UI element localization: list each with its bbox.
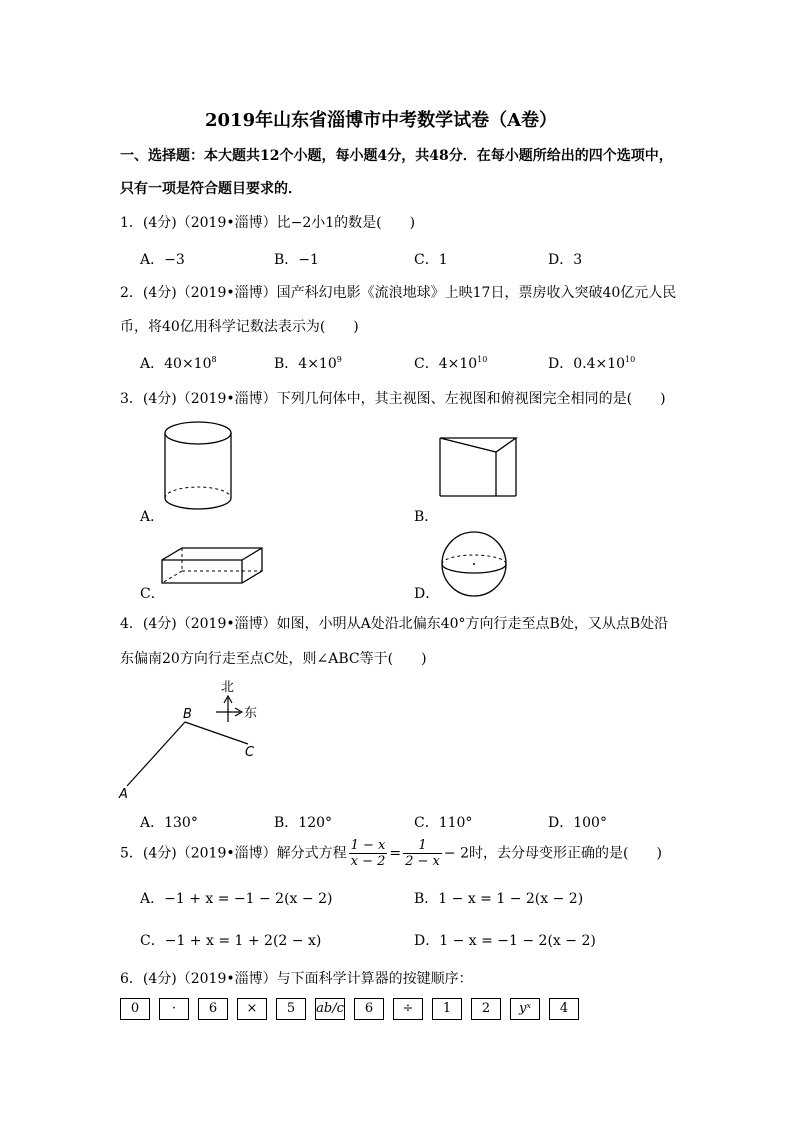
- cylinder-figure: [160, 420, 240, 515]
- section-heading-line1: 一、选择题：本大题共12个小题，每小题4分，共48分．在每小题所给出的四个选项中，: [120, 148, 673, 164]
- q1-option-b: B．−1: [274, 252, 319, 268]
- triangular-prism-figure: [436, 432, 526, 502]
- q4-option-b: B．120°: [274, 815, 333, 831]
- calculator-key: ÷: [393, 998, 423, 1020]
- cuboid-figure: [160, 545, 270, 590]
- q3-option-b-label: B．: [414, 509, 439, 525]
- q2-option-d: D．$0.4\times 10^{10}$: [548, 355, 636, 372]
- q5-fraction-2: $\frac{1}{2 - x}$: [405, 838, 440, 869]
- q1-stem: 1．(4分)（2019•淄博）比−2小1的数是( ): [120, 215, 416, 231]
- q4-option-a: A．130°: [140, 815, 198, 831]
- calculator-key: 1: [432, 998, 462, 1020]
- calculator-key: yˣ: [510, 998, 540, 1020]
- q2-stem-line1: 2．(4分)（2019•淄博）国产科幻电影《流浪地球》上映17日，票房收入突破40亿元人民: [120, 285, 677, 301]
- calculator-key: 4: [549, 998, 579, 1020]
- q3-option-d-label: D．: [414, 586, 440, 602]
- q2-option-b: B．$4\times 10^9$: [274, 355, 342, 372]
- calculator-key: 2: [471, 998, 501, 1020]
- q5-option-c: C．−1 + x = 1 + 2(2 − x): [140, 933, 322, 949]
- calculator-key: ·: [159, 998, 189, 1020]
- q2-option-a: A．$40\times 10^8$: [140, 355, 217, 372]
- q5-stem: 5．(4分)（2019•淄博）解分式方程 $\frac{1 - x}{x - 2}$ = $\frac{1}{2 - x}$ − 2时，去分母变形正确的是( ): [120, 838, 662, 869]
- q2-stem-line2: 币，将40亿用科学记数法表示为( ): [120, 319, 359, 335]
- q5-option-a: A．−1 + x = −1 − 2(x − 2): [140, 891, 333, 907]
- q5-option-d: D．1 − x = −1 − 2(x − 2): [414, 933, 596, 949]
- calculator-key: 0: [120, 998, 150, 1020]
- sphere-figure: [440, 530, 510, 600]
- calculator-key: 6: [198, 998, 228, 1020]
- q4-stem-line1: 4．(4分)（2019•淄博）如图，小明从A处沿北偏东40°方向行走至点B处，又从点B处沿: [120, 616, 669, 632]
- point-b-label: B: [183, 707, 192, 722]
- calculator-key: ab/c: [315, 998, 345, 1020]
- q1-option-d: D．3: [548, 252, 583, 268]
- q3-option-c-label: C．: [140, 586, 165, 602]
- section-heading-line2: 只有一项是符合题目要求的．: [120, 181, 302, 197]
- q5-option-b: B．1 − x = 1 − 2(x − 2): [414, 891, 584, 907]
- direction-figure: [115, 676, 275, 806]
- q4-stem-line2: 东偏南20方向行走至点C处，则∠ABC等于( ): [120, 651, 427, 667]
- east-label: 东: [244, 706, 258, 721]
- q4-option-d: D．100°: [548, 815, 607, 831]
- q2-option-c: C．$4\times 10^{10}$: [414, 355, 488, 372]
- q3-stem: 3．(4分)（2019•淄博）下列几何体中，其主视图、左视图和俯视图完全相同的是( ): [120, 391, 666, 407]
- calculator-key: 6: [354, 998, 384, 1020]
- point-a-label: A: [119, 787, 128, 802]
- page-title: 2019年山东省淄博市中考数学试卷（A卷）: [205, 110, 558, 131]
- q3-option-a-label: A．: [140, 509, 165, 525]
- q1-option-c: C．1: [414, 252, 448, 268]
- calculator-key-sequence: [120, 998, 579, 1020]
- calculator-key: ×: [237, 998, 267, 1020]
- q6-stem: 6．(4分)（2019•淄博）与下面科学计算器的按键顺序：: [120, 971, 473, 987]
- q5-fraction-1: $\frac{1 - x}{x - 2}$: [350, 838, 386, 869]
- q1-option-a: A．−3: [140, 252, 185, 268]
- point-c-label: C: [245, 745, 255, 760]
- calculator-key: 5: [276, 998, 306, 1020]
- q4-option-c: C．110°: [414, 815, 473, 831]
- north-label: 北: [221, 680, 235, 695]
